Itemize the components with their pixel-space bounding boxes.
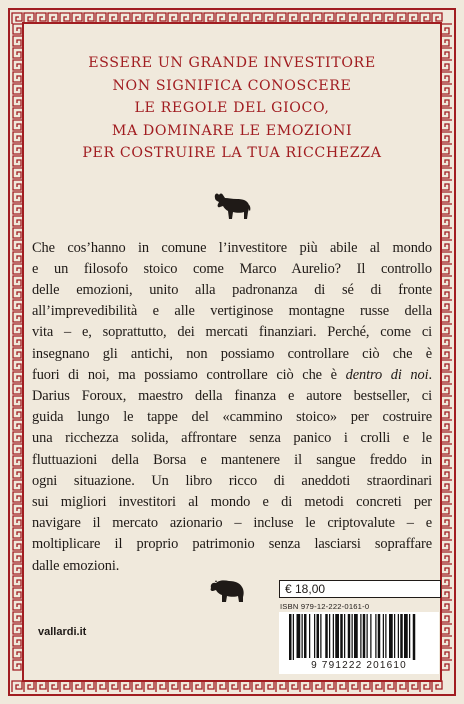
blurb-line [32,365,432,386]
blurb-line [32,534,432,555]
barcode-bar [325,614,328,658]
barcode-bar [333,614,334,658]
barcode-bar [354,614,358,658]
blurb-line [32,259,432,280]
back-cover-content [32,40,432,577]
blurb-text: moltiplicare il proprio patrimonio senza lasciarsi sopraffare [32,536,432,553]
blurb-line [32,450,432,471]
barcode-bar [289,614,292,660]
blurb-text: Darius Foroux, maestro della finanza e autore bestseller, ci [32,387,432,404]
blurb-line [32,280,432,301]
blurb-text: Che cos’hanno in comune l’investitore più abile al mondo [32,239,432,256]
barcode-bar [360,614,361,658]
barcode-bar [314,614,315,658]
blurb-line [32,322,432,343]
blurb-italic-text: dentro di noi [345,366,429,383]
blurb-text: delle emozioni, unito alla padronanza di sé di fronte [32,281,432,298]
headline [32,52,432,165]
barcode-digits: 9 791222 201610 [311,660,407,671]
bull-icon [212,191,252,221]
barcode-bar [370,614,371,658]
barcode-bar [304,614,307,658]
blurb-text: navigare il mercato azionario – incluse le criptovalute – e [32,515,432,532]
barcode-bar [302,614,303,658]
barcode-bar [297,614,301,658]
blurb-text: una ricchezza solida, affrontare senza panico i crolli e le [32,430,432,447]
barcode-bar [367,614,368,658]
blurb-line [32,556,432,577]
blurb-line [32,428,432,449]
barcode-bar [363,614,366,658]
headline-line: NON SIGNIFICA CONOSCERE [112,77,352,94]
barcode-bar [413,614,416,660]
barcode-bar [394,614,395,658]
barcode-bar [309,614,310,658]
blurb-line [32,471,432,492]
barcode-bar [335,614,339,658]
blurb-text: insegnano gli antichi, non possiamo controllare ciò che è [32,345,432,362]
blurb-text: fluttuazioni della Borsa e mantenere il sangue freddo in [32,451,432,468]
barcode-bar [398,614,399,658]
blurb-text: ogni situazione. Un libro ricco di aneddoti straordinari [32,472,432,489]
blurb-line [32,407,432,428]
barcode-bar [378,614,381,658]
barcode-bar [375,614,376,658]
blurb-line [32,386,432,407]
blurb-text: vita – e, soprattutto, dei mercati finanziari. Perché, come ci [32,324,432,341]
barcode-bars [279,612,439,660]
headline-line: MA DOMINARE LE EMOZIONI [111,122,353,139]
headline-line: ESSERE UN GRANDE INVESTITORE [88,55,376,71]
barcode-bar [400,614,403,658]
barcode-bar [340,614,343,658]
barcode-bar [344,614,345,658]
blurb-text: dalle emozioni. [32,557,120,574]
blurb-line [32,301,432,322]
blurb-text: e un filosofo stoico come Marco Aurelio? Il controllo [32,260,432,277]
barcode-bar [352,614,353,658]
blurb-line [32,513,432,534]
barcode-bar [389,614,393,658]
bear-icon [207,577,247,603]
blurb-line [32,492,432,513]
barcode-bar [317,614,320,658]
barcode [279,612,439,674]
barcode-bar [383,614,384,658]
blurb-text: all’imprevedibilità e alle vertiginose montagne russe della [32,303,432,320]
headline-line: PER COSTRUIRE LA TUA RICCHEZZA [82,145,382,161]
blurb [32,238,432,577]
publisher-url: vallardi.it [38,626,87,638]
blurb-text: . [428,366,432,383]
blurb-text: sui migliori investitori al mondo e di metodi concreti per [32,493,432,510]
barcode-bar [348,614,351,658]
barcode-bar [329,614,330,658]
barcode-bar [409,614,410,658]
isbn-label: ISBN 979-12-222-0161-0 [280,602,370,611]
price-tag: € 18,00 [279,580,441,598]
barcode-bar [404,614,408,658]
barcode-bar [320,614,321,658]
blurb-text: fuori di noi, ma possiamo controllare ciò che è [32,366,346,383]
blurb-text: guida lungo le tappe del «cammino stoico» per costruire [32,409,432,426]
barcode-bar [293,614,294,660]
blurb-line [32,344,432,365]
blurb-line [32,238,432,259]
headline-line: LE REGOLE DEL GIOCO, [134,100,330,116]
barcode-bar [385,614,386,658]
